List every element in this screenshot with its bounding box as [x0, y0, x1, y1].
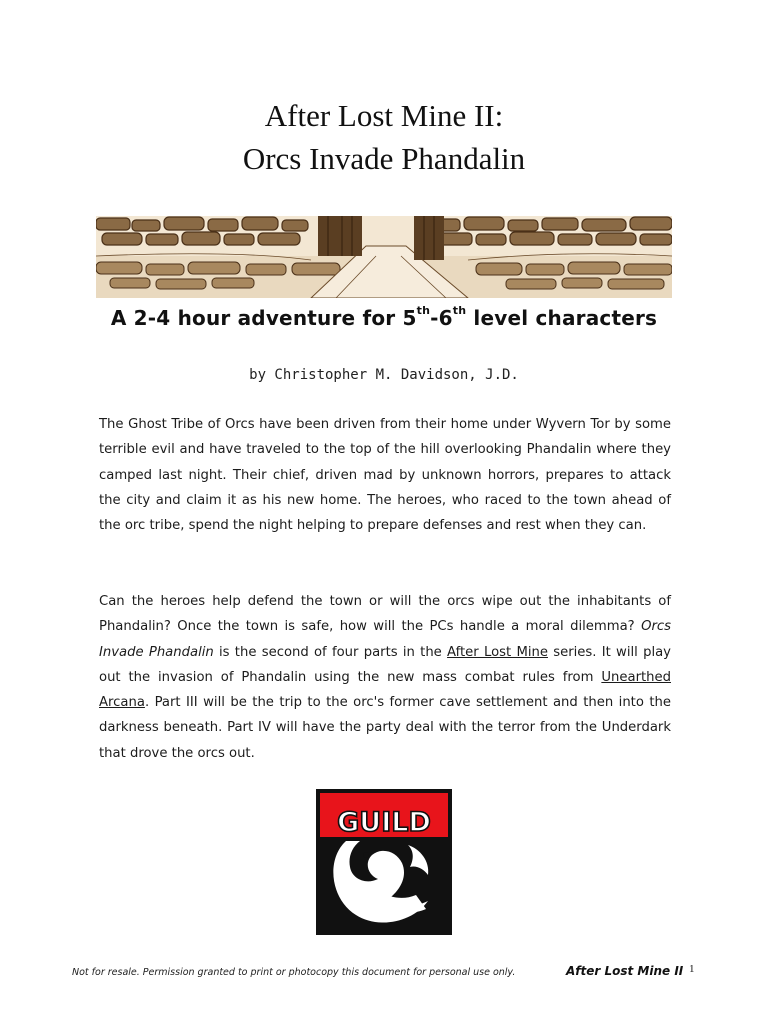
series-paragraph — [99, 589, 671, 766]
subtitle-prefix: A 2-4 hour adventure for 5 — [110, 306, 417, 330]
adventure-title-italic: Orcs Invade Phandalin — [99, 619, 671, 660]
adventure-subtitle — [0, 306, 768, 330]
page-number: 1 — [689, 963, 695, 975]
subtitle-middle: -6 — [430, 306, 453, 330]
guild-logo-icon — [316, 789, 452, 935]
banner-illustration — [96, 216, 672, 298]
document-title — [0, 94, 768, 180]
after-lost-mine-link[interactable]: After Lost Mine — [447, 644, 548, 660]
title-line-1: After Lost Mine II: — [264, 98, 504, 133]
series-paragraph-text-2: is the second of four parts in the — [213, 644, 448, 660]
series-paragraph-text-3: series. It will play out the invasion of Phandalin using the new mass combat rules from — [99, 644, 671, 685]
intro-paragraph: The Ghost Tribe of Orcs have been driven from their home under Wyvern Tor by some terrible evil and have traveled to the top of the hill overlooking Phandalin where they camped last night. Their chief, driven mad by unknown horrors, prepares to attack the city and claim it as his new home. The heroes, who raced to the town ahead of the orc tribe, spend the night helping to prepare defenses and rest when they can. — [99, 417, 671, 534]
dms-guild-logo — [316, 789, 452, 935]
title-line-2: Orcs Invade Phandalin — [242, 141, 526, 176]
series-paragraph-text-4: . Part III will be the trip to the orc's former cave settlement and then into the darkness beneath. Part IV will have the party deal with the terror from the Underdark that drove the orcs out. — [99, 695, 671, 761]
unearthed-arcana-link[interactable]: Unearthed Arcana — [99, 669, 671, 711]
subtitle-superscript-2: th — [452, 304, 467, 317]
footer-legal-note: Not for resale. Permission granted to print or photocopy this document for personal use only. — [72, 967, 516, 978]
subtitle-superscript-1: th — [416, 304, 431, 317]
footer-series-title: After Lost Mine II — [566, 964, 684, 978]
series-paragraph-text-1: Can the heroes help defend the town or will the orcs wipe out the inhabitants of Phandalin? Once the town is safe, how will the PCs handle a moral dilemma? — [99, 594, 671, 635]
stone-wall-illustration — [96, 216, 672, 298]
subtitle-suffix: level characters — [466, 306, 658, 330]
author-byline: by Christopher M. Davidson, J.D. — [249, 367, 519, 383]
logo-guild-text: GUILD — [337, 807, 431, 838]
